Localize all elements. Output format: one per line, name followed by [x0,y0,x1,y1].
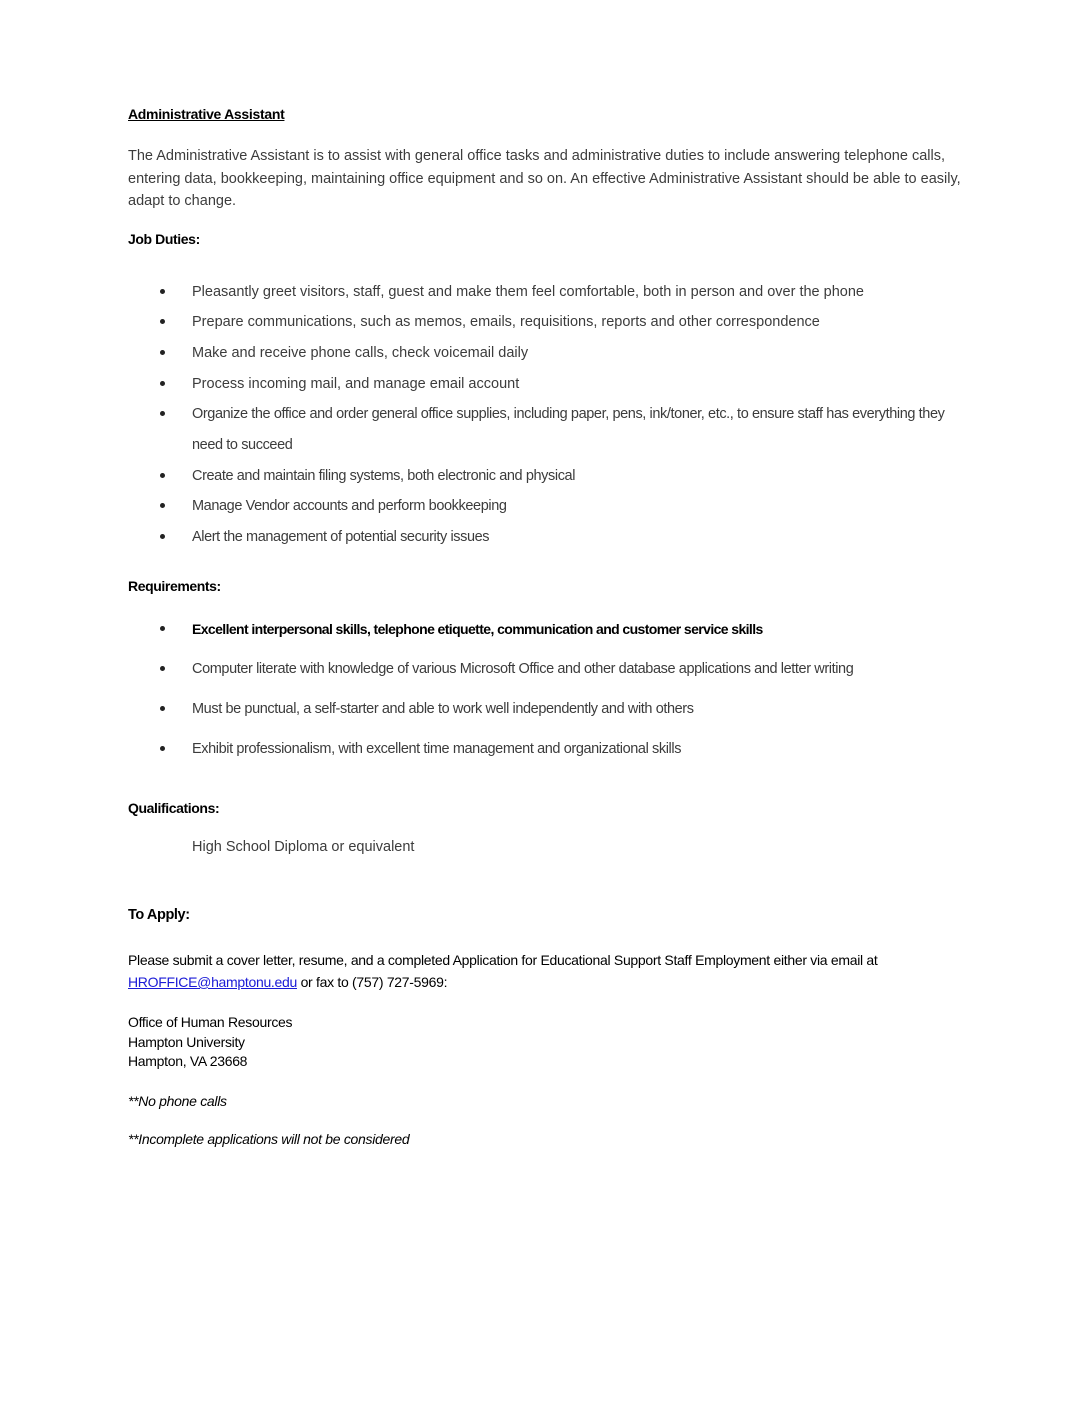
bullet-icon [160,289,165,294]
job-intro-paragraph: The Administrative Assistant is to assist with general office tasks and administrative duties to include answering telephone calls, entering data, bookkeeping, maintaining office equipment and so on. An effective Administrative Assistant should be able to easily, adapt to change. [128,148,961,209]
qualifications-text: High School Diploma or equivalent [192,839,415,855]
fax-text: or fax to (757) 727-5969: [296,974,448,990]
bullet-icon [160,666,165,671]
bullet-icon [160,319,165,324]
bullet-icon [160,350,165,355]
note-incomplete-applications: **Incomplete applications will not be considered [128,1131,410,1147]
bullet-icon [160,626,165,631]
list-item-text: Computer literate with knowledge of various Microsoft Office and other database applications and letter writing [192,661,854,677]
apply-instructions: Please submit a cover letter, resume, and a completed Application for Educational Support Staff Employment either via email at [128,952,878,968]
to-apply-heading: To Apply: [128,907,190,923]
qualifications-heading: Qualifications: [128,800,220,816]
note-no-phone-calls: **No phone calls [128,1093,227,1109]
list-item-text: Pleasantly greet visitors, staff, guest and make them feel comfortable, both in person and over the phone [192,284,864,300]
list-item-text: Create and maintain filing systems, both electronic and physical [192,468,576,484]
list-item-text: Organize the office and order general office supplies, including paper, pens, ink/toner, etc., to ensure staff has everything they need to succeed [192,406,945,453]
address-line-city: Hampton, VA 23668 [128,1053,248,1069]
apply-contact-line [128,974,447,990]
list-item-text: Must be punctual, a self-starter and able to work well independently and with others [192,701,694,717]
list-item-text: Prepare communications, such as memos, emails, requisitions, reports and other correspondence [192,314,820,330]
job-duties-heading: Job Duties: [128,231,200,247]
address-line-university: Hampton University [128,1034,245,1050]
bullet-icon [160,473,165,478]
bullet-icon [160,381,165,386]
list-item-text: Alert the management of potential security issues [192,529,490,545]
requirements-heading: Requirements: [128,578,221,594]
bullet-icon [160,411,165,416]
list-item-text: Excellent interpersonal skills, telephone etiquette, communication and customer service skills [192,621,763,637]
list-item-text: Make and receive phone calls, check voicemail daily [192,345,529,361]
bullet-icon [160,746,165,751]
email-link[interactable]: HROFFICE@hamptonu.edu [128,974,297,990]
list-item-text: Manage Vendor accounts and perform bookkeeping [192,498,507,514]
list-item-text: Exhibit professionalism, with excellent time management and organizational skills [192,741,682,757]
bullet-icon [160,706,165,711]
address-line-office: Office of Human Resources [128,1014,293,1030]
job-title: Administrative Assistant [128,106,285,122]
bullet-icon [160,503,165,508]
bullet-icon [160,534,165,539]
list-item-text: Process incoming mail, and manage email account [192,376,520,392]
